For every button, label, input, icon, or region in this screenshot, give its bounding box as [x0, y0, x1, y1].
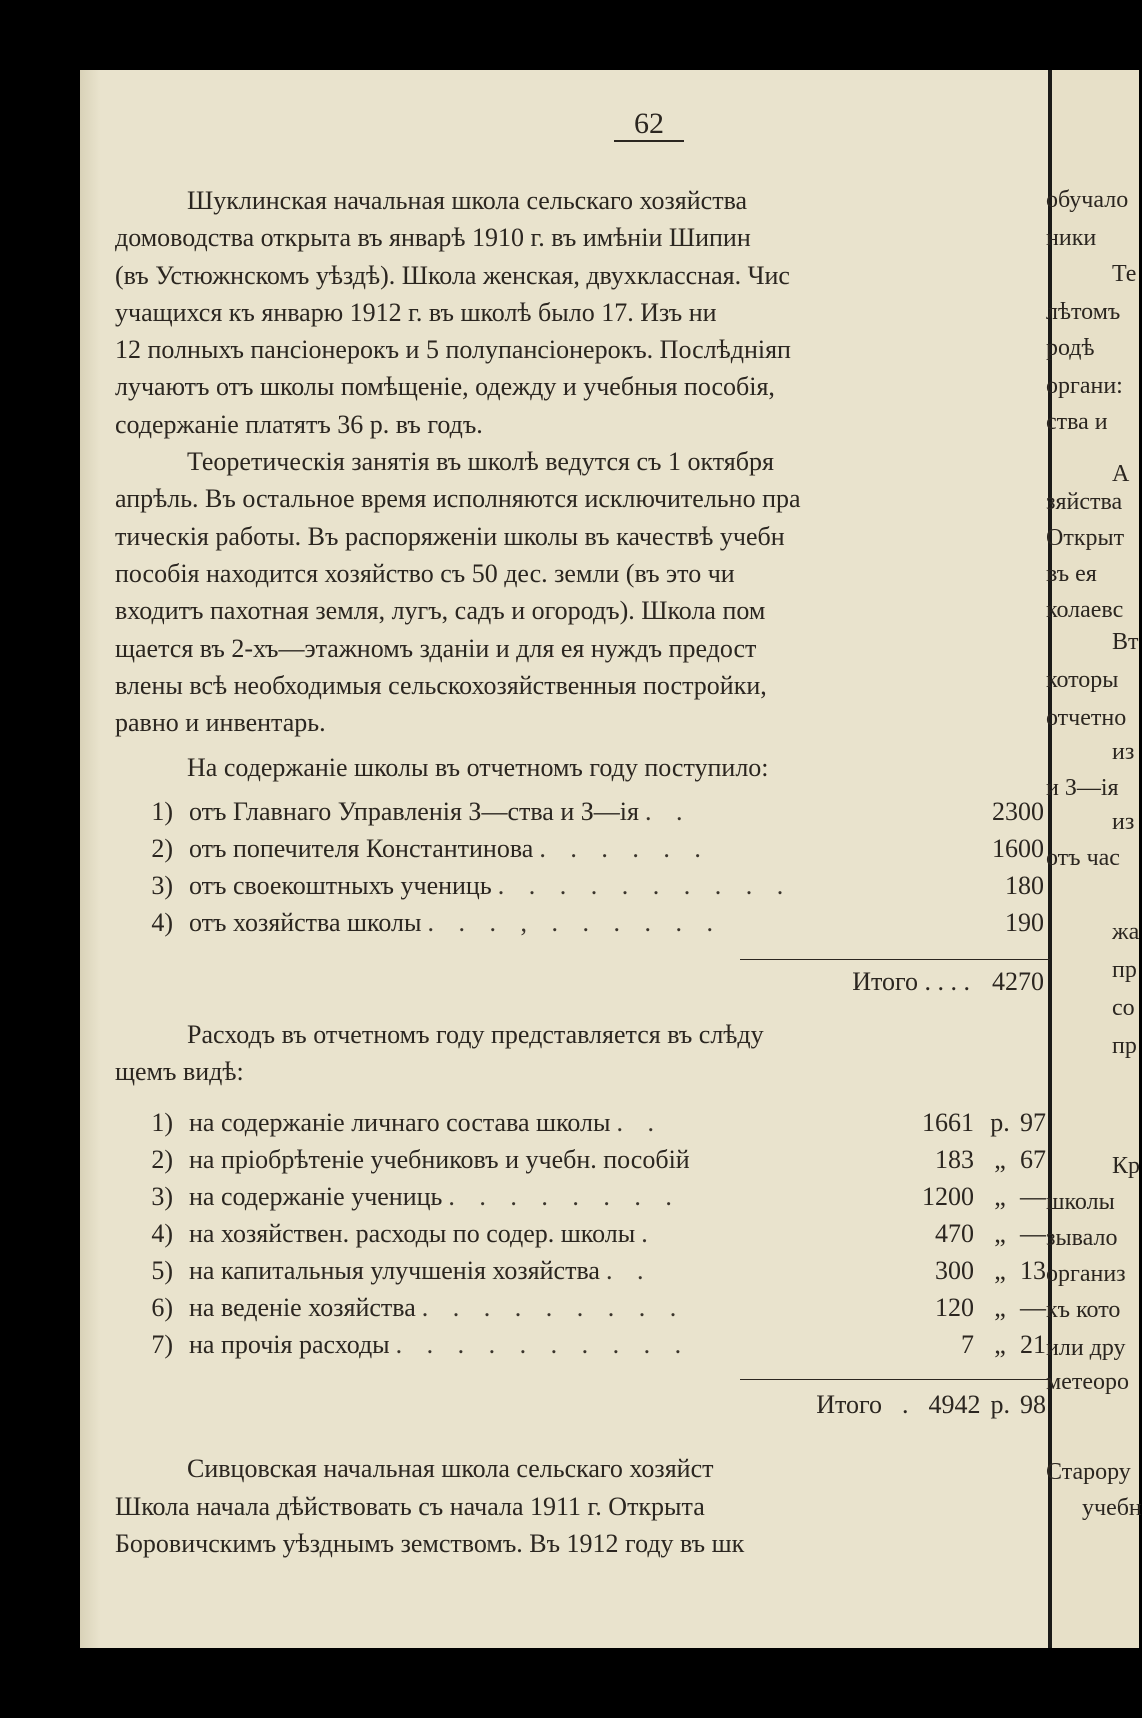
- item-value: 1600: [992, 833, 1044, 863]
- paragraph-lessons: [115, 443, 1050, 741]
- text-line: Шуклинская начальная школа сельскаго хозяйства: [187, 186, 748, 215]
- right-fragment: обучало: [1046, 187, 1129, 213]
- income-row: [115, 867, 1050, 904]
- right-fragment: Кр: [1112, 1153, 1141, 1179]
- text-line: щемъ видѣ:: [115, 1057, 244, 1087]
- income-row: [115, 904, 1050, 941]
- expense-row: [115, 1326, 1050, 1363]
- item-value: 7: [961, 1330, 974, 1360]
- item-text: на капитальныя улучшенія хозяйства: [189, 1256, 600, 1286]
- text-line: Теоретическія занятія въ школѣ ведутся съ 1 октября: [187, 447, 774, 477]
- item-dots: . . . . . . . . . .: [497, 870, 793, 900]
- text-line: влены всѣ необходимыя сельскохозяйственныя постройки,: [115, 670, 767, 700]
- item-value: 180: [1005, 870, 1044, 900]
- item-number: 3): [151, 870, 173, 900]
- text-line: содержаніе платятъ 36 р. въ годъ.: [115, 409, 483, 439]
- right-fragment: Вт: [1112, 629, 1139, 655]
- item-kopecks: 13: [1020, 1256, 1046, 1286]
- expense-total-label: Итого: [816, 1389, 882, 1419]
- item-value: 470: [935, 1219, 974, 1249]
- item-unit: „: [994, 1293, 1006, 1323]
- income-intro: На содержаніе школы въ отчетномъ году поступило:: [187, 753, 769, 783]
- item-kopecks: 21: [1020, 1330, 1046, 1360]
- right-fragment: ства и: [1046, 409, 1108, 435]
- text-line: входитъ пахотная земля, лугъ, садъ и огородъ). Школа пом: [115, 596, 766, 626]
- page-shadow: [80, 70, 100, 1648]
- item-unit: „: [994, 1330, 1006, 1360]
- right-fragment: органи:: [1046, 373, 1123, 399]
- right-fragment: Открыт: [1046, 525, 1125, 551]
- item-number: 5): [151, 1256, 173, 1286]
- item-dots: . . . . . . . . .: [421, 1293, 686, 1323]
- expense-intro: [115, 1016, 1050, 1091]
- item-number: 4): [151, 907, 173, 937]
- right-fragment: зывало: [1046, 1225, 1118, 1251]
- right-fragment: колаевс: [1046, 597, 1124, 623]
- right-fragment: отчетно: [1046, 705, 1127, 731]
- item-text: отъ своекоштныхъ учениць: [189, 870, 492, 900]
- right-fragment: учебн: [1082, 1495, 1142, 1521]
- text-line: тическія работы. Въ распоряженіи школы въ качествѣ учебн: [115, 521, 785, 551]
- right-fragment: или дру: [1046, 1335, 1126, 1361]
- item-dots: . . . . . . . .: [448, 1182, 681, 1212]
- income-total: [115, 962, 1050, 1002]
- right-fragment: Те: [1112, 261, 1137, 287]
- page-body: [115, 182, 1050, 1562]
- item-kopecks: —: [1020, 1182, 1046, 1212]
- right-fragment: родѣ: [1046, 335, 1095, 361]
- item-kopecks: 97: [1020, 1108, 1046, 1138]
- right-fragment: пр: [1112, 1033, 1137, 1059]
- item-value: 1661: [922, 1108, 974, 1138]
- right-fragment: А: [1112, 461, 1130, 487]
- paragraph-sivtsovskaya: [115, 1450, 1050, 1562]
- item-unit: р.: [990, 1108, 1010, 1138]
- right-fragment: со: [1112, 995, 1135, 1021]
- income-total-rule: [740, 959, 1050, 960]
- item-text: отъ Главнаго Управленія З—ства и З—ія: [189, 796, 639, 826]
- right-fragment: Старору: [1046, 1459, 1131, 1485]
- item-kopecks: —: [1020, 1219, 1046, 1249]
- right-page: [1046, 70, 1142, 1648]
- right-fragment: зяйства: [1046, 489, 1123, 515]
- item-text: отъ попечителя Константинова: [189, 833, 534, 863]
- expense-row: [115, 1104, 1050, 1141]
- right-fragment: къ кото: [1046, 1297, 1121, 1323]
- right-fragment: метеоро: [1046, 1369, 1129, 1395]
- text-line: Боровичскимъ уѣзднымъ земствомъ. Въ 1912 году въ шк: [115, 1528, 745, 1558]
- right-fragment: лѣтомъ: [1046, 299, 1121, 325]
- expense-row: [115, 1141, 1050, 1178]
- right-fragment: ники: [1046, 225, 1097, 251]
- item-number: 7): [151, 1330, 173, 1360]
- income-total-value: 4270: [992, 967, 1044, 997]
- item-dots: . .: [644, 796, 692, 826]
- text-line: пособія находится хозяйство съ 50 дес. земли (въ это чи: [115, 558, 735, 588]
- item-text: на содержаніе личнаго состава школы: [189, 1108, 611, 1138]
- item-value: 120: [935, 1293, 974, 1323]
- page-number: 62: [614, 108, 684, 142]
- paragraph-shuklinskaya: [115, 182, 1050, 443]
- text-line: равно и инвентарь.: [115, 708, 326, 738]
- item-unit: „: [994, 1219, 1006, 1249]
- right-fragment: пр: [1112, 957, 1137, 983]
- expense-total-rule: [740, 1379, 1050, 1380]
- item-dots: . . . . . . . . . .: [395, 1330, 691, 1360]
- item-text: на хозяйствен. расходы по содер. школы: [189, 1219, 636, 1249]
- item-kopecks: 67: [1020, 1145, 1046, 1175]
- text-line: (въ Устюжнскомъ уѣздѣ). Школа женская, двухклассная. Чис: [115, 260, 790, 290]
- right-fragment: которы: [1046, 667, 1119, 693]
- item-dots: . .: [605, 1256, 653, 1286]
- text-line: домоводства открыта въ январѣ 1910 г. въ имѣніи Шипин: [115, 223, 751, 253]
- item-number: 1): [151, 1108, 173, 1138]
- item-number: 1): [151, 796, 173, 826]
- item-dots: .: [641, 1219, 657, 1249]
- right-fragment: из: [1112, 809, 1135, 835]
- item-text: на веденіе хозяйства: [189, 1293, 416, 1323]
- item-value: 183: [935, 1145, 974, 1175]
- expense-total-value: 4942: [928, 1389, 981, 1419]
- item-unit: „: [994, 1182, 1006, 1212]
- expense-row: [115, 1252, 1050, 1289]
- item-kopecks: —: [1020, 1293, 1046, 1323]
- item-value: 2300: [992, 796, 1044, 826]
- text-line: учащихся къ январю 1912 г. въ школѣ было 17. Изъ ни: [115, 297, 717, 327]
- item-text: на пріобрѣтеніе учебниковъ и учебн. пособій: [189, 1145, 690, 1175]
- item-text: на прочія расходы: [189, 1330, 390, 1360]
- expense-list: [115, 1104, 1050, 1363]
- item-value: 190: [1005, 907, 1044, 937]
- item-number: 3): [151, 1182, 173, 1212]
- right-fragment: жа: [1112, 919, 1140, 945]
- text-line: 12 полныхъ пансіонерокъ и 5 полупансіонерокъ. Послѣдніяп: [115, 335, 791, 365]
- item-value: 300: [935, 1256, 974, 1286]
- income-total-label: Итого . . . .: [852, 967, 970, 997]
- expense-total-dot: .: [902, 1389, 909, 1419]
- expense-total-kopecks: 98: [1020, 1389, 1046, 1419]
- item-dots: . . . , . . . . . .: [427, 907, 722, 937]
- right-fragment: отъ час: [1046, 845, 1120, 871]
- right-fragment: организ: [1046, 1261, 1126, 1287]
- right-fragment: школы: [1046, 1189, 1115, 1215]
- item-dots: . .: [616, 1108, 663, 1138]
- text-line: щается въ 2-хъ—этажномъ зданіи и для ея нуждъ предост: [115, 633, 757, 663]
- text-line: апрѣль. Въ остальное время исполняются исключительно пра: [115, 484, 801, 514]
- item-number: 2): [151, 1145, 173, 1175]
- right-fragment: и З—ія: [1046, 775, 1119, 801]
- text-line: лучаютъ отъ школы помѣщеніе, одежду и учебныя пособія,: [115, 372, 775, 402]
- right-fragment: из: [1112, 739, 1135, 765]
- text-line: Сивцовская начальная школа сельскаго хозяйст: [187, 1454, 714, 1484]
- item-value: 1200: [922, 1182, 974, 1212]
- item-number: 6): [151, 1293, 173, 1323]
- income-list: [115, 793, 1050, 941]
- expense-total: [115, 1384, 1050, 1424]
- item-text: на содержаніе учениць: [189, 1182, 443, 1212]
- item-text: отъ хозяйства школы: [189, 907, 422, 937]
- expense-row: [115, 1289, 1050, 1326]
- text-line: Расходъ въ отчетномъ году представляется въ слѣду: [187, 1019, 764, 1049]
- expense-row: [115, 1215, 1050, 1252]
- right-fragment: въ ея: [1046, 561, 1097, 587]
- text-line: Школа начала дѣйствовать съ начала 1911 г. Открыта: [115, 1491, 705, 1521]
- expense-row: [115, 1178, 1050, 1215]
- item-number: 2): [151, 833, 173, 863]
- item-unit: „: [994, 1145, 1006, 1175]
- item-unit: „: [994, 1256, 1006, 1286]
- item-dots: . . . . . .: [539, 833, 710, 863]
- item-number: 4): [151, 1219, 173, 1249]
- expense-total-unit: р.: [990, 1389, 1010, 1419]
- income-row: [115, 793, 1050, 830]
- income-row: [115, 830, 1050, 867]
